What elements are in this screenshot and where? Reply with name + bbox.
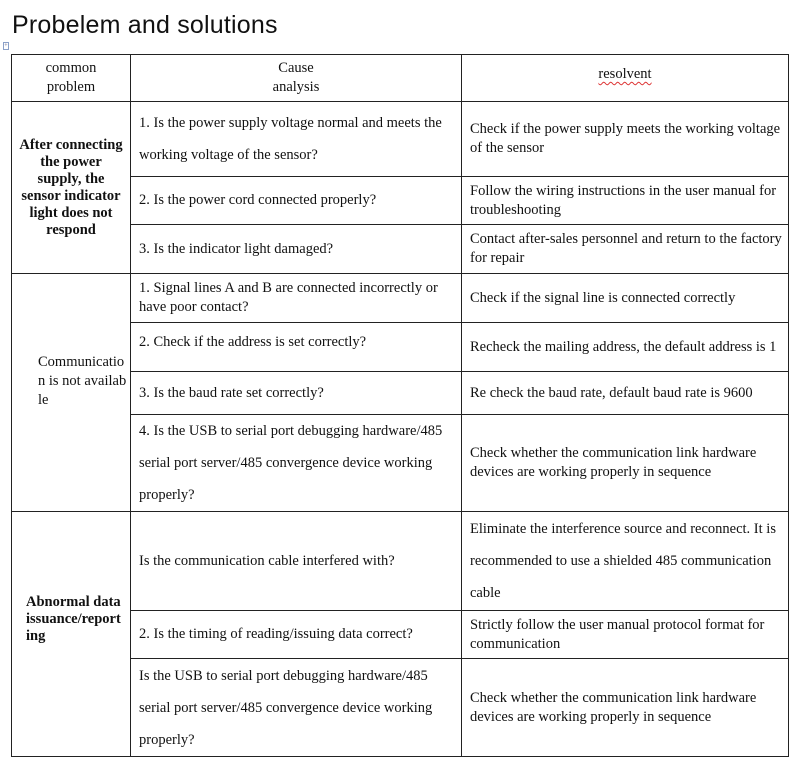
resolvent-cell: Check whether the communication link hardware devices are working properly in sequence [462,415,789,512]
resolvent-cell: Follow the wiring instructions in the user manual for troubleshooting [462,177,789,225]
resolvent-cell: Re check the baud rate, default baud rate is 9600 [462,372,789,415]
cause-cell: 2. Check if the address is set correctly? [131,323,462,372]
header-resolvent: resolvent [462,55,789,102]
table-header-row [12,55,789,102]
table-row [12,274,789,323]
cause-cell: 3. Is the baud rate set correctly? [131,372,462,415]
resolvent-cell: Check whether the communication link hardware devices are working properly in sequence [462,659,789,757]
problem-cell-communication: Communication is not available [12,274,131,512]
cause-cell: 2. Is the power cord connected properly? [131,177,462,225]
table-row [12,102,789,177]
cause-cell: 1. Signal lines A and B are connected incorrectly or have poor contact? [131,274,462,323]
cause-cell: 1. Is the power supply voltage normal and meets the working voltage of the sensor? [131,102,462,177]
page-title: Probelem and solutions [12,11,278,39]
cause-cell: 4. Is the USB to serial port debugging hardware/485 serial port server/485 convergence device working properly? [131,415,462,512]
problem-cell-data: Abnormal data issuance/reporting [12,512,131,757]
cause-cell: 3. Is the indicator light damaged? [131,225,462,274]
resolvent-cell: Strictly follow the user manual protocol format for communication [462,611,789,659]
problem-cell-power: After connecting the power supply, the sensor indicator light does not respond [12,102,131,274]
cause-cell: Is the communication cable interfered with? [131,512,462,611]
header-common-problem: common problem [12,55,131,102]
resolvent-cell: Check if the power supply meets the working voltage of the sensor [462,102,789,177]
cause-cell: 2. Is the timing of reading/issuing data correct? [131,611,462,659]
table-anchor-icon[interactable]: + [4,43,8,49]
problems-table [11,54,789,757]
resolvent-cell: Contact after-sales personnel and return to the factory for repair [462,225,789,274]
cause-cell: Is the USB to serial port debugging hardware/485 serial port server/485 convergence device working properly? [131,659,462,757]
resolvent-cell: Eliminate the interference source and reconnect. It is recommended to use a shielded 485 communication cable [462,512,789,611]
resolvent-cell: Check if the signal line is connected correctly [462,274,789,323]
resolvent-cell: Recheck the mailing address, the default address is 1 [462,323,789,372]
header-cause-analysis: Cause analysis [131,55,462,102]
table-row [12,512,789,611]
